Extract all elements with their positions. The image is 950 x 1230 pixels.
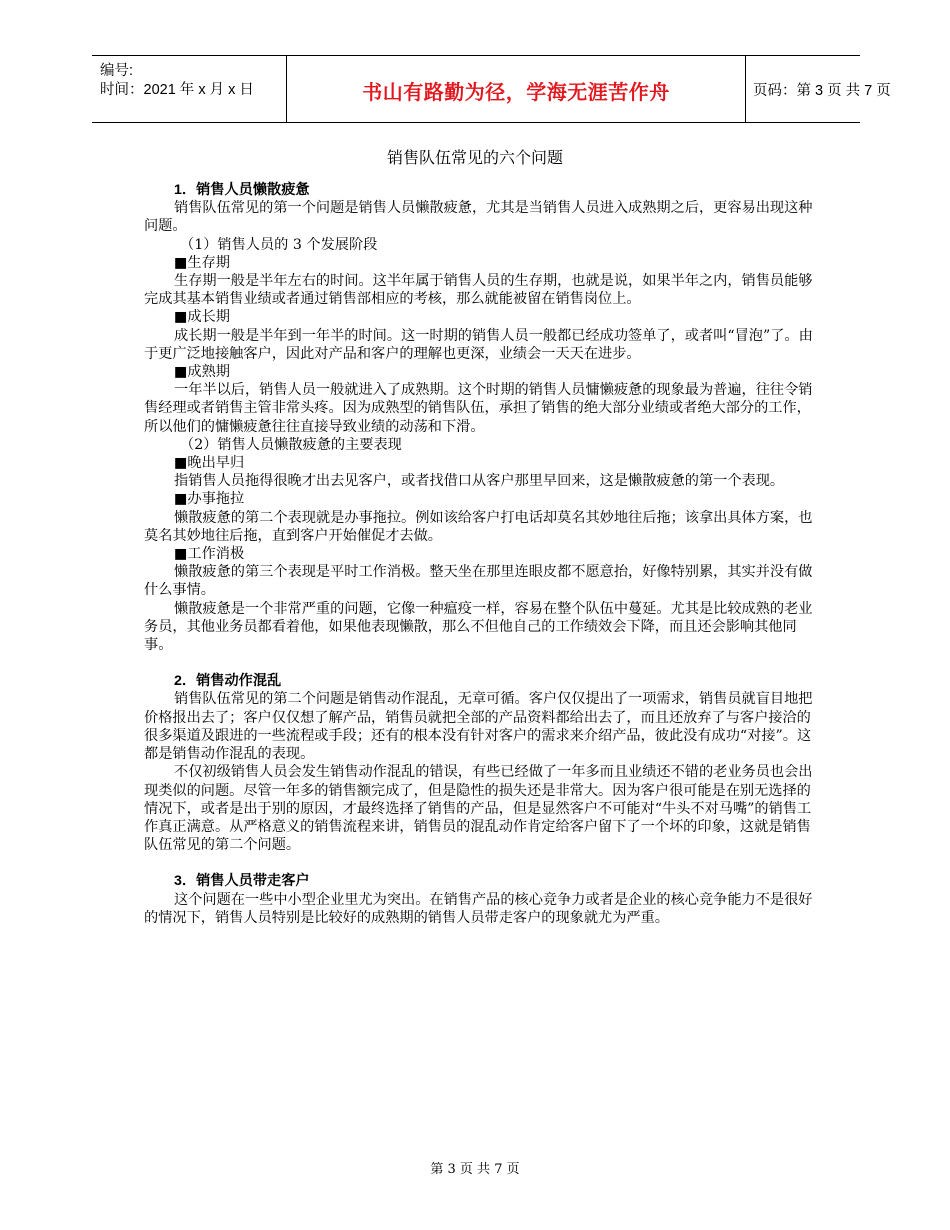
symptom-delay-text: 懒散疲惫的第二个表现就是办事拖拉。例如该给客户打电话却莫名其妙地往后拖；该拿出具体方案，也莫名其妙地往后拖，直到客户开始催促才去做。 — [144, 509, 813, 544]
header-page-number: 页码：第 3 页 共 7 页 — [753, 83, 891, 99]
symptom-delay-title: ■办事拖拉 — [174, 491, 245, 508]
document-title: 销售队伍常见的六个问题 — [386, 148, 563, 167]
symptom-late-title: ■晚出早归 — [174, 455, 245, 472]
section-1-subheading-stages: （1）销售人员的 3 个发展阶段 — [180, 236, 378, 253]
header-info-cell — [92, 56, 286, 122]
symptom-passive-title: ■工作消极 — [174, 546, 245, 563]
section-1-heading: 1．销售人员懒散疲惫 — [174, 182, 310, 198]
header-motto: 书山有路勤为径，学海无涯苦作舟 — [362, 82, 670, 104]
document-body — [144, 181, 824, 947]
page-header — [92, 55, 891, 123]
document-number-label: 编号: — [100, 63, 134, 79]
symptom-late-text: 指销售人员拖得很晚才出去见客户，或者找借口从客户那里早回来，这是懒散疲惫的第一个表现。 — [174, 473, 785, 490]
section-1-subheading-symptoms: （2）销售人员懒散疲惫的主要表现 — [180, 436, 402, 453]
stage-survival-title: ■生存期 — [174, 254, 230, 271]
section-3-heading: 3．销售人员带走客户 — [174, 873, 310, 890]
section-1-closing: 懒散疲惫是一个非常严重的问题，它像一种瘟疫一样，容易在整个队伍中蔓延。尤其是比较成熟的老业务员，其他业务员都看着他，如果他表现懒散，那么不但他自己的工作绩效会下降，而且还会影响其他同事。 — [144, 600, 813, 654]
header-page-cell — [745, 56, 891, 122]
stage-growth-title: ■成长期 — [174, 309, 230, 326]
section-2-heading: 2．销售动作混乱 — [174, 673, 282, 690]
section-2-paragraph-1: 销售队伍常见的第二个问题是销售动作混乱，无章可循。客户仅仅提出了一项需求，销售员就盲目地把价格报出去了；客户仅仅想了解产品，销售员就把全部的产品资料都给出去了，而且还放弃了与客户接洽的很多渠道及跟进的一些流程或手段；还有的根本没有针对客户的需求来介绍产品，彼此没有成功“对接”。这都是销售动作混乱的表现。 — [144, 691, 813, 763]
stage-mature-title: ■成熟期 — [174, 364, 230, 381]
header-motto-cell — [286, 56, 746, 122]
section-1-intro: 销售队伍常见的第一个问题是销售人员懒散疲惫，尤其是当销售人员进入成熟期之后，更容易出现这种问题。 — [144, 200, 813, 235]
page-footer: 第 3 页 共 7 页 — [430, 1162, 520, 1177]
stage-growth-text: 成长期一般是半年到一年半的时间。这一时期的销售人员一般都已经成功签单了，或者叫“冒泡”了。由于更广泛地接触客户，因此对产品和客户的理解也更深，业绩会一天天在进步。 — [144, 327, 813, 362]
stage-survival-text: 生存期一般是半年左右的时间。这半年属于销售人员的生存期，也就是说，如果半年之内，销售员能够完成其基本销售业绩或者通过销售部相应的考核，那么就能被留在销售岗位上。 — [144, 273, 813, 308]
stage-mature-text: 一年半以后，销售人员一般就进入了成熟期。这个时期的销售人员慵懒疲惫的现象最为普遍，往往令销售经理或者销售主管非常头疼。因为成熟型的销售队伍，承担了销售的绝大部分业绩或者绝大部分的工作，所以他们的慵懒疲惫往往直接导致业绩的动荡和下滑。 — [144, 382, 813, 435]
symptom-passive-text: 懒散疲惫的第三个表现是平时工作消极。整天坐在那里连眼皮都不愿意抬，好像特别累，其实并没有做什么事情。 — [144, 564, 813, 599]
section-3-paragraph-1: 这个问题在一些中小型企业里尤为突出。在销售产品的核心竞争力或者是企业的核心竞争能力不是很好的情况下，销售人员特别是比较好的成熟期的销售人员带走客户的现象就尤为严重。 — [144, 891, 813, 926]
section-2-paragraph-2: 不仅初级销售人员会发生销售动作混乱的错误，有些已经做了一年多而且业绩还不错的老业务员也会出现类似的问题。尽管一年多的销售额完成了，但是隐性的损失还是非常大。因为客户很可能是在别无选择的情况下，或者是出于别的原因，才最终选择了销售的产品，但是显然客户不可能对“牛头不对马嘴”的销售工作真正满意。从严格意义的销售流程来讲，销售员的混乱动作肯定给客户留下了一个坏的印象，这就是销售队伍常见的第二个问题。 — [144, 764, 813, 854]
document-date-label: 时间：2021 年 x 月 x 日 — [100, 82, 254, 98]
